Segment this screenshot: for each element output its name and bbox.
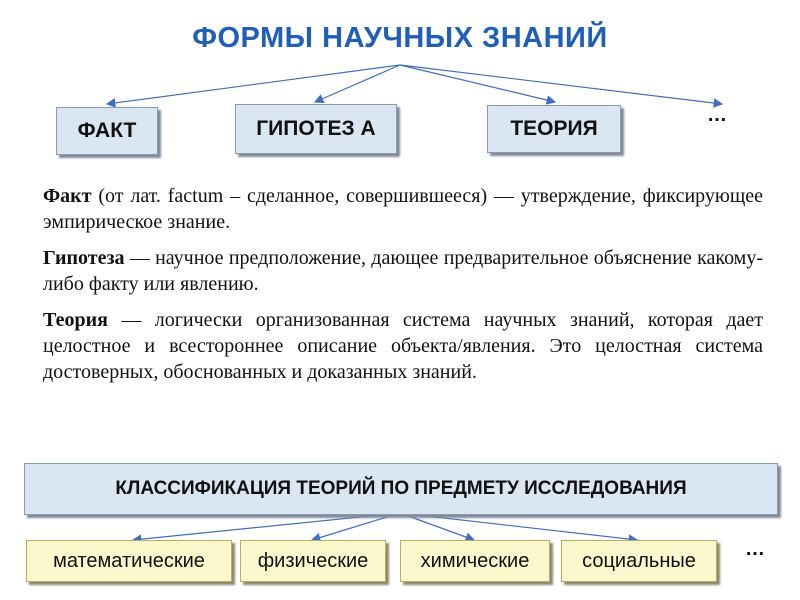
form-box-hypothesis [235, 104, 397, 154]
arrow-to-theory [400, 65, 555, 102]
form-box-theory [487, 105, 621, 153]
category-label: химические [420, 549, 530, 572]
category-math [26, 540, 232, 582]
definition-text: — научное предположение, дающее предварительное объяснение какому-либо факту или явлению. [43, 247, 763, 295]
arrow-to-chemistry [400, 513, 474, 540]
category-label: социальные [582, 549, 696, 572]
arrow-to-hypothesis [315, 65, 400, 102]
form-label-fact: ФАКТ [77, 119, 137, 142]
page-title: ФОРМЫ НАУЧНЫХ ЗНАНИЙ [192, 22, 608, 54]
definition-fact [43, 183, 763, 235]
definitions [43, 183, 763, 395]
form-box-fact [56, 107, 158, 155]
form-label-theory: ТЕОРИЯ [510, 117, 598, 140]
classification-banner [24, 463, 778, 515]
category-label: математические [53, 549, 205, 572]
definition-theory [43, 307, 763, 385]
category-chemistry [400, 540, 550, 582]
definition-term: Гипотеза [43, 247, 125, 269]
forms-more: … [707, 104, 727, 126]
category-label: физические [257, 549, 369, 572]
definition-term: Теория [43, 309, 108, 331]
arrow-to-physics [312, 513, 400, 540]
categories-more: … [745, 538, 765, 560]
category-physics [240, 540, 386, 582]
arrow-to-math [133, 513, 400, 540]
classification-label: КЛАССИФИКАЦИЯ ТЕОРИЙ ПО ПРЕДМЕТУ ИССЛЕДОВАНИЯ [115, 478, 687, 499]
arrow-to-fact [107, 65, 400, 104]
definition-text: — логически организованная система научных знаний, которая дает целостное и всестороннее описание объекта/явления. Это целостная система достоверных, обоснованных и доказанных знаний. [43, 309, 763, 383]
definition-hypothesis [43, 245, 763, 297]
arrow-to-social [400, 513, 637, 540]
category-social [561, 540, 717, 582]
arrow-to-more [400, 65, 722, 104]
definition-term: Факт [43, 185, 92, 207]
definition-text: (от лат. factum – сделанное, совершившееся) — утверждение, фиксирующее эмпирическое знание. [43, 185, 763, 233]
form-label-hypothesis: ГИПОТЕЗ А [256, 117, 376, 140]
